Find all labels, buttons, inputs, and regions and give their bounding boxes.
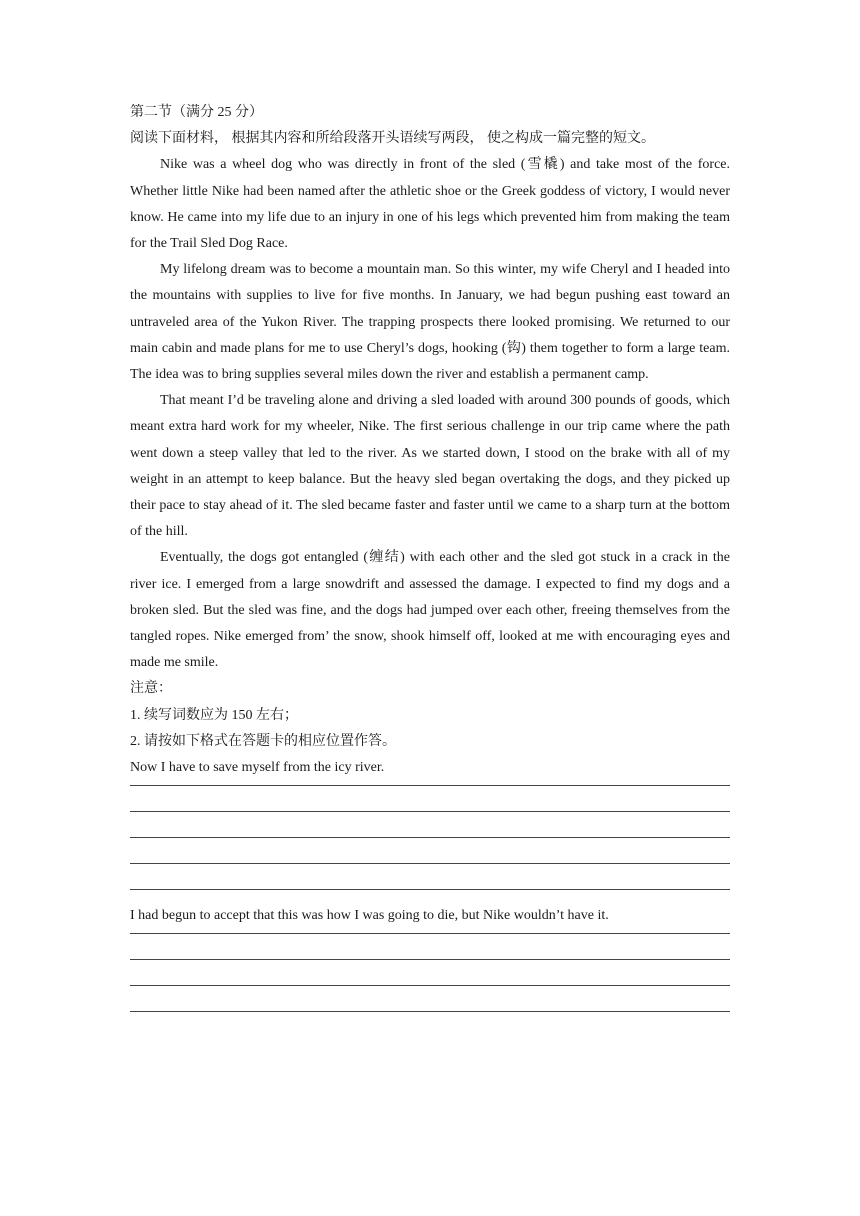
answer-line[interactable] [130, 959, 730, 960]
answer-line[interactable] [130, 785, 730, 786]
answer-lines-1 [130, 785, 730, 890]
exam-page [130, 100, 730, 1012]
answer-line[interactable] [130, 933, 730, 934]
story-paragraph-4: Eventually, the dogs got entangled (缠结) with each other and the sled got stuck in a crack in the river ice. I emerged from a large snowdrift and assessed the damage. I expected to find my dogs and a broken sled. But the sled was fine, and the dogs had jumped over each other, freeing themselves from the tangled ropes. Nike emerged from’ the snow, shook himself off, looked at me with encouraging eyes and made me smile. [130, 550, 730, 671]
answer-line[interactable] [130, 837, 730, 838]
story-paragraph-3: That meant I’d be traveling alone and driving a sled loaded with around 300 pounds of goods, which meant extra hard work for my wheeler, Nike. The first serious challenge in our trip came where the path went down a steep valley that led to the river. As we started down, I stood on the brake with all of my weight in an attempt to keep balance. But the heavy sled began overtaking the dogs, and they picked up their pace to stay ahead of it. The sled became faster and faster until we came to a sharp turn at the bottom of the hill. [130, 393, 730, 540]
answer-line[interactable] [130, 863, 730, 864]
notes-heading: 注意： [130, 681, 172, 697]
story-paragraph-1: Nike was a wheel dog who was directly in front of the sled (雪橇) and take most of the force. Whether little Nike had been named after the athletic shoe or the Greek goddess of victory, I would never know. He came into my life due to an injury in one of his legs which prevented him from making the team for the Trail Sled Dog Race. [130, 157, 730, 252]
story-paragraph-2: My lifelong dream was to become a mountain man. So this winter, my wife Cheryl and I headed into the mountains with supplies to live for five months. In January, we had begun pushing east toward an untraveled area of the Yukon River. The trapping prospects there looked promising. We returned to our main cabin and made plans for me to use Cheryl’s dogs, hooking (钩) them together to form a large team. The idea was to bring supplies several miles down the river and establish a permanent camp. [130, 262, 730, 383]
note-item-2: 2. 请按如下格式在答题卡的相应位置作答。 [130, 733, 396, 749]
answer-lines-2 [130, 933, 730, 1012]
answer-line[interactable] [130, 985, 730, 986]
answer-line[interactable] [130, 811, 730, 812]
continuation-prompt-1: Now I have to save myself from the icy river. [130, 760, 385, 776]
note-item-1: 1. 续写词数应为 150 左右； [130, 707, 298, 723]
answer-line[interactable] [130, 889, 730, 890]
continuation-prompt-2: I had begun to accept that this was how I was going to die, but Nike wouldn’t have it. [130, 908, 609, 924]
section-heading: 第二节（满分 25 分） [130, 105, 263, 120]
instruction: 阅读下面材料， 根据其内容和所给段落开头语续写两段， 使之构成一篇完整的短文。 [130, 131, 655, 147]
answer-line[interactable] [130, 1011, 730, 1012]
